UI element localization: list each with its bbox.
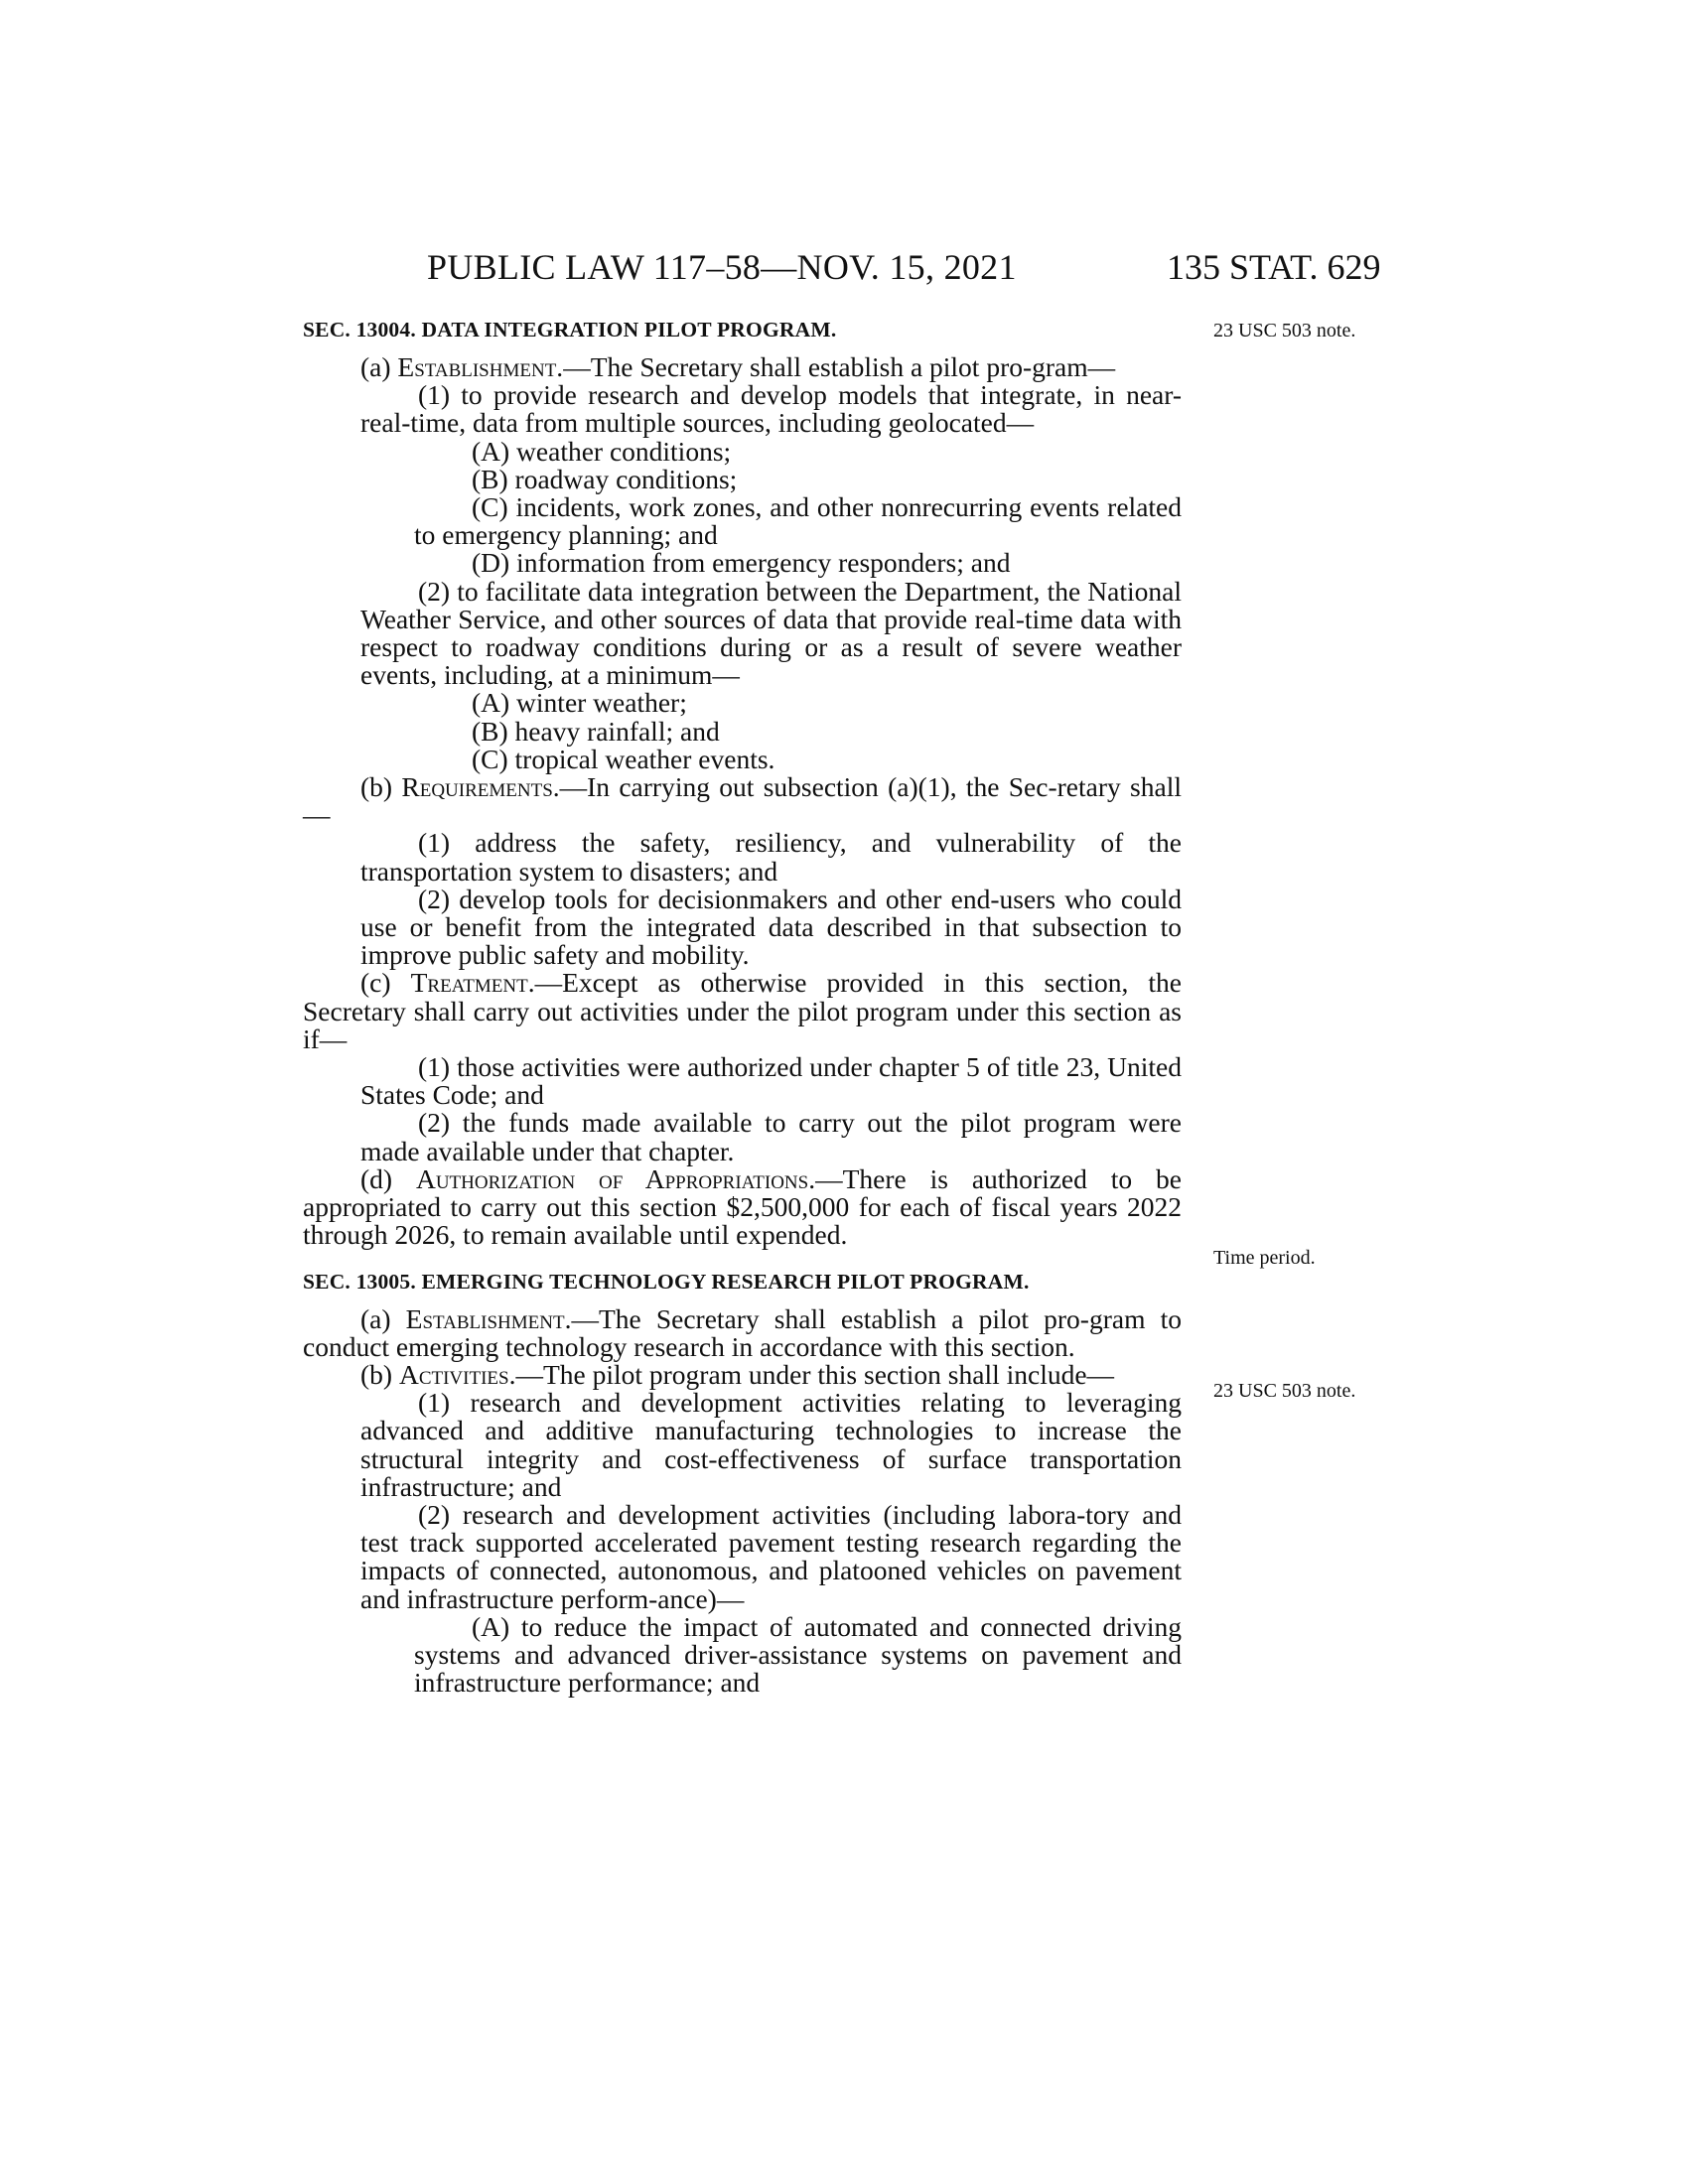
paragraph-b1: (1) address the safety, resiliency, and vulnerability of the transportation system to disasters; and [360, 827, 1182, 887]
margin-note-usc-1: 23 USC 503 note. [1213, 320, 1356, 341]
page-header-title: PUBLIC LAW 117–58—NOV. 15, 2021 [427, 247, 1017, 287]
paragraph-13005-b2: (2) research and development activities (including labora-tory and test track supported accelerated pavement testing research regarding the impacts of connected, autonomous, and platooned vehicles on pavement and infrastructure perform-ance)— [360, 1498, 1182, 1614]
paragraph-c1: (1) those activities were authorized under chapter 5 of title 23, United States Code; and [360, 1051, 1182, 1111]
subsection-13005-a: (a) Establishment.—The Secretary shall establish a pilot pro-gram to conduct emerging technology research in accordance with this section. [303, 1302, 1182, 1362]
subparagraph-13005-b2A: (A) to reduce the impact of automated and connected driving systems and advanced driver-assistance systems on pavement and infrastructure performance; and [414, 1610, 1182, 1699]
paragraph-a1: (1) to provide research and develop models that integrate, in near-real-time, data from multiple sources, including geolocated— [360, 379, 1182, 439]
subparagraph-a2A: (A) winter weather; [472, 687, 687, 719]
margin-note-usc-2: 23 USC 503 note. [1213, 1380, 1356, 1402]
paragraph-b2: (2) develop tools for decisionmakers and other end-users who could use or benefit from the integrated data described in that subsection to improve public safety and mobility. [360, 883, 1182, 971]
body-text [303, 316, 1182, 1697]
margin-note-time-period: Time period. [1213, 1247, 1316, 1269]
subparagraph-a1A: (A) weather conditions; [472, 435, 732, 467]
subparagraph-a2B: (B) heavy rainfall; and [472, 715, 720, 747]
subparagraph-a1B: (B) roadway conditions; [472, 463, 738, 494]
paragraph-13005-b1: (1) research and development activities relating to leveraging advanced and additive manufacturing technologies to increase the structural integrity and cost-effectiveness of surface transportation infrastructure; and [360, 1387, 1182, 1502]
section-heading-13005: SEC. 13005. EMERGING TECHNOLOGY RESEARCH PILOT PROGRAM. [303, 1269, 1030, 1294]
subparagraph-a2C: (C) tropical weather events. [472, 743, 775, 774]
subparagraph-a1C: (C) incidents, work zones, and other nonrecurring events related to emergency planning; and [414, 491, 1182, 551]
subparagraph-a1D: (D) information from emergency responders; and [472, 547, 1011, 579]
paragraph-c2: (2) the funds made available to carry out the pilot program were made available under that chapter. [360, 1107, 1182, 1166]
subsection-13005-b: (b) Activities.—The pilot program under this section shall include— [360, 1358, 1115, 1390]
paragraph-a2: (2) to facilitate data integration between the Department, the National Weather Service, and other sources of data that provide real-time data with respect to roadway conditions during or as a result of severe weather events, including, at a minimum— [360, 575, 1182, 691]
section-heading-13004: SEC. 13004. DATA INTEGRATION PILOT PROGRAM. [303, 318, 837, 341]
subsection-b: (b) Requirements.—In carrying out subsection (a)(1), the Sec-retary shall— [303, 771, 1182, 831]
page-number: 135 STAT. 629 [1167, 247, 1381, 287]
subsection-d: (d) Authorization of Appropriations.—There is authorized to be appropriated to carry out this section $2,500,000 for each of fiscal years 2022 through 2026, to remain available until expended. [303, 1162, 1182, 1251]
subsection-c: (c) Treatment.—Except as otherwise provided in this section, the Secretary shall carry out activities under the pilot program under this section as if— [303, 967, 1182, 1054]
subsection-a: (a) Establishment.—The Secretary shall establish a pilot pro-gram— [360, 351, 1116, 382]
